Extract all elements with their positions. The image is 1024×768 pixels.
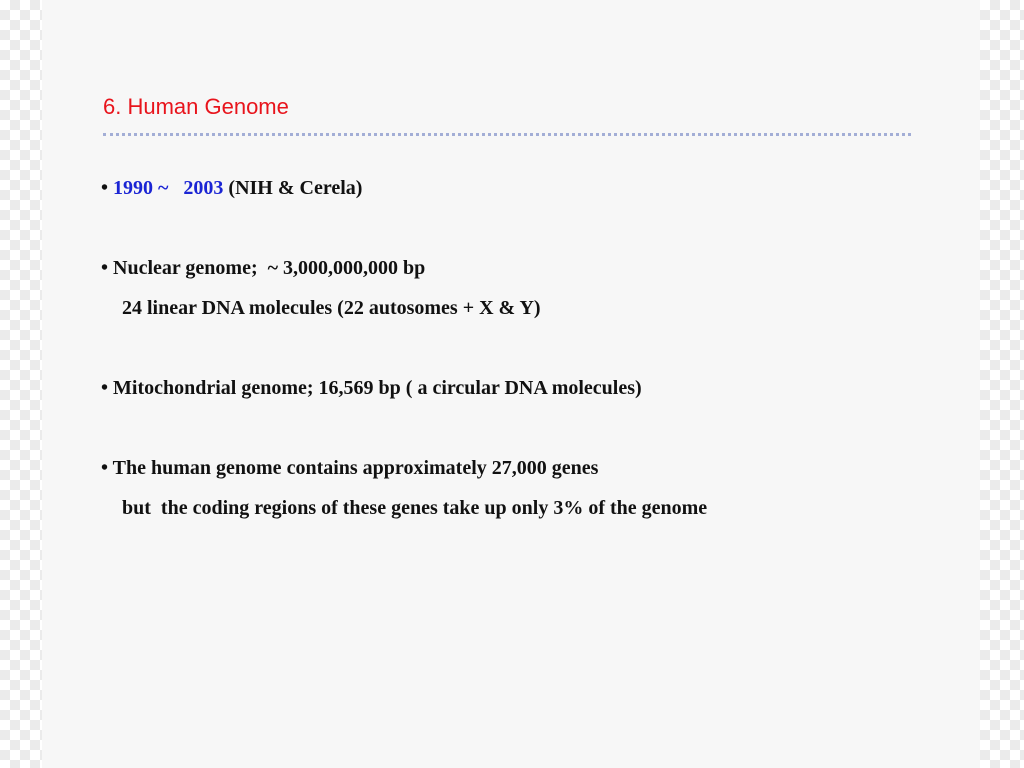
year-gap	[168, 177, 183, 199]
nuclear-genome-detail: 24 linear DNA molecules (22 autosomes + X & Y)	[122, 297, 541, 319]
gene-count-text: The human genome contains approximately 27,000 genes	[112, 457, 599, 479]
bullet-nuclear-genome	[101, 256, 425, 280]
title-divider	[103, 133, 911, 136]
mitochondrial-genome-text: Mitochondrial genome; 16,569 bp ( a circular DNA molecules)	[113, 377, 642, 399]
coding-regions-detail: but the coding regions of these genes take up only 3% of the genome	[122, 497, 708, 519]
bullet-marker: •	[101, 457, 109, 479]
bullet-marker: •	[101, 257, 109, 279]
bullet-project-years	[101, 176, 362, 200]
bullet-gene-count	[101, 456, 598, 480]
bullet-marker: •	[101, 177, 109, 199]
bullet-marker: •	[101, 377, 109, 399]
bullet-mitochondrial-genome	[101, 376, 642, 400]
project-orgs: (NIH & Cerela)	[223, 177, 363, 199]
slide-title: 6. Human Genome	[103, 94, 289, 119]
year-end: 2003	[183, 177, 224, 199]
nuclear-genome-text: Nuclear genome; ~ 3,000,000,000 bp	[113, 257, 426, 279]
slide	[42, 0, 980, 768]
year-start: 1990 ~	[113, 177, 169, 199]
